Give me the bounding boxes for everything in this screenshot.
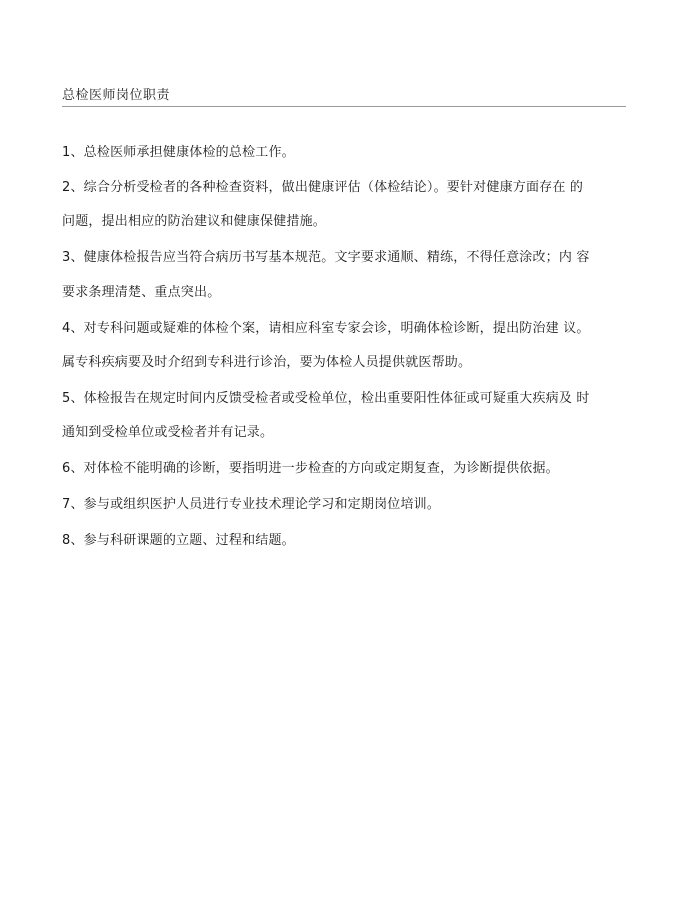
item-4-line-2: 属专科疾病要及时介绍到专科进行诊治，要为体检人员提供就医帮助。	[62, 355, 472, 370]
item-2-line-2: 问题，提出相应的防治建议和健康保健措施。	[62, 214, 327, 229]
item-4-line-1: 4、对专科问题或疑难的体检个案，请相应科室专家会诊，明确体检诊断，提出防治建 议。	[62, 321, 590, 336]
item-7-line-1: 7、参与或组织医护人员进行专业技术理论学习和定期岗位培训。	[62, 497, 441, 512]
item-2-line-1: 2、综合分析受检者的各种检查资料，做出健康评估（体检结论）。要针对健康方面存在 的	[62, 180, 584, 195]
item-6-line-1: 6、对体检不能明确的诊断，要指明进一步检查的方向或定期复查，为诊断提供依据。	[62, 461, 559, 476]
document-title: 总检医师岗位职责	[62, 88, 171, 103]
item-5-line-2: 通知到受检单位或受检者并有记录。	[62, 425, 274, 440]
item-8-line-1: 8、参与科研课题的立题、过程和结题。	[62, 533, 295, 548]
item-1-line-1: 1、总检医师承担健康体检的总检工作。	[62, 145, 295, 160]
item-3-line-1: 3、健康体检报告应当符合病历书写基本规范。文字要求通顺、精练，不得任意涂改；内 容	[62, 250, 590, 265]
item-3-line-2: 要求条理清楚、重点突出。	[62, 285, 221, 300]
item-5-line-1: 5、体检报告在规定时间内反馈受检者或受检单位，检出重要阳性体征或可疑重大疾病及 时	[62, 391, 590, 406]
document-header	[62, 88, 626, 107]
